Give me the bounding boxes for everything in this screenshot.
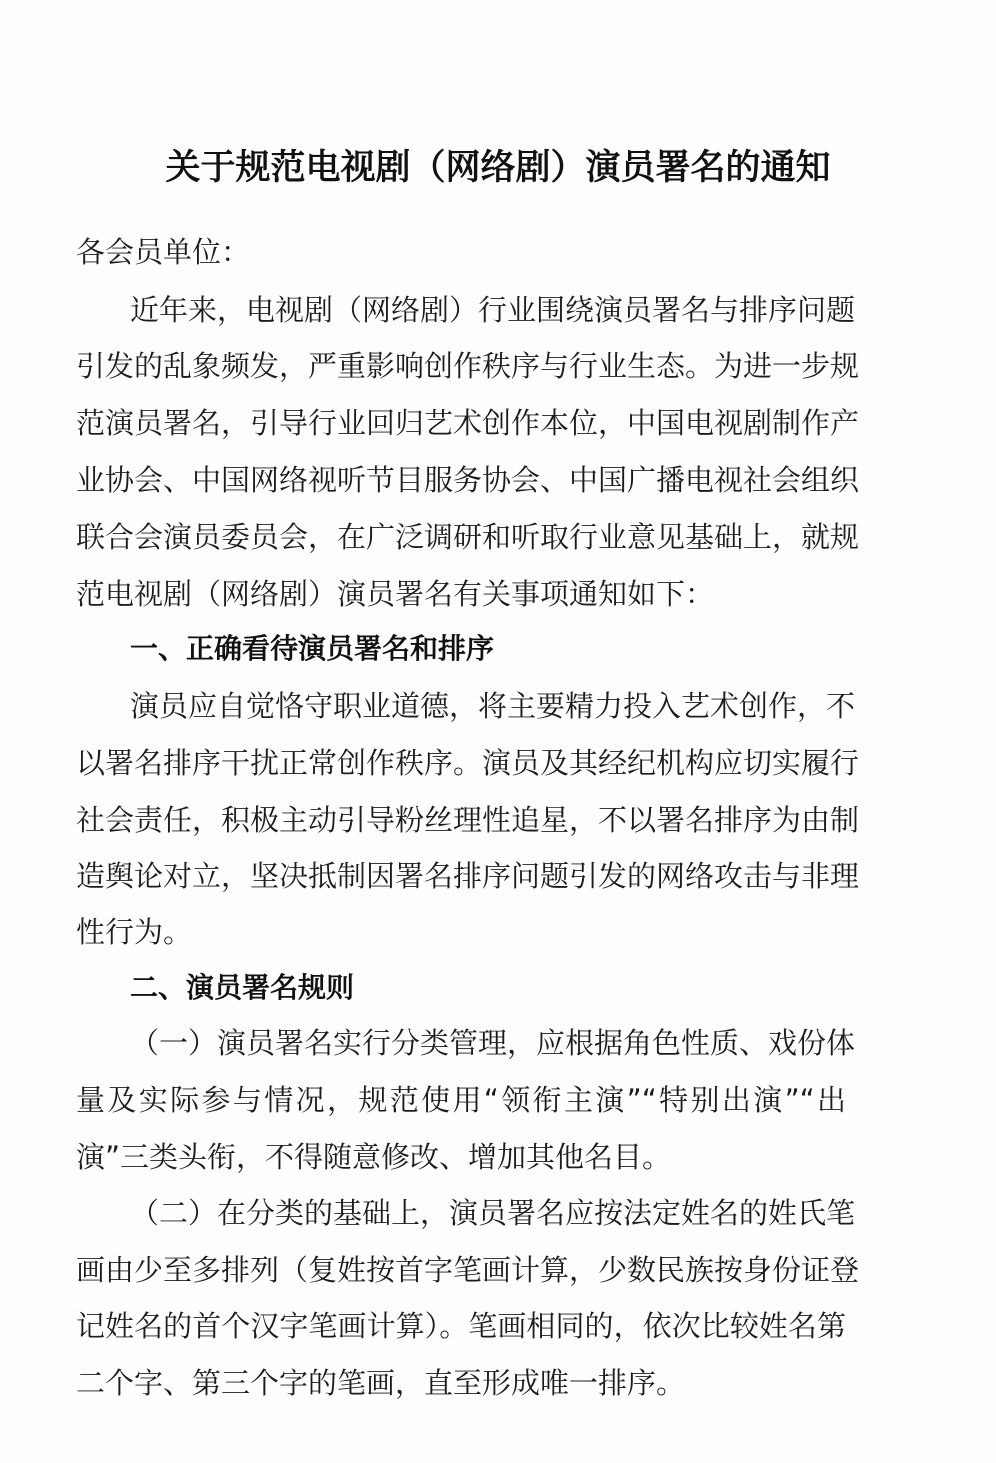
intro-line: 范电视剧（网络剧）演员署名有关事项通知如下：	[76, 577, 715, 611]
document-title: 关于规范电视剧（网络剧）演员署名的通知	[165, 147, 831, 188]
intro-line: 范演员署名，引导行业回归艺术创作本位，中国电视剧制作产	[76, 406, 860, 440]
intro-line: 近年来，电视剧（网络剧）行业围绕演员署名与排序问题	[130, 293, 856, 327]
section2-item1-line: （一）演员署名实行分类管理，应根据角色性质、戏份体	[130, 1026, 856, 1060]
section1-line: 造舆论对立，坚决抵制因署名排序问题引发的网络攻击与非理	[76, 859, 860, 893]
section2-item2-line: 画由少至多排列（复姓按首字笔画计算，少数民族按身份证登	[76, 1253, 860, 1287]
section-heading-2: 二、演员署名规则	[130, 971, 355, 1004]
section2-item1-line: 量及实际参与情况，规范使用“领衔主演”“特别出演”“出	[76, 1083, 846, 1117]
section1-line: 性行为。	[76, 915, 193, 949]
section2-item2-line: 记姓名的首个汉字笔画计算）。笔画相同的，依次比较姓名第	[76, 1309, 846, 1343]
section2-item2-line: （二）在分类的基础上，演员署名应按法定姓名的姓氏笔	[130, 1196, 856, 1230]
intro-line: 引发的乱象频发，严重影响创作秩序与行业生态。为进一步规	[76, 349, 860, 383]
salutation: 各会员单位：	[76, 235, 251, 269]
intro-line: 业协会、中国网络视听节目服务协会、中国广播电视社会组织	[76, 463, 860, 497]
section1-line: 以署名排序干扰正常创作秩序。演员及其经纪机构应切实履行	[76, 746, 860, 780]
section1-line: 演员应自觉恪守职业道德，将主要精力投入艺术创作，不	[130, 689, 856, 723]
section2-item1-line: 演”三类头衔，不得随意修改、增加其他名目。	[76, 1140, 672, 1174]
intro-line: 联合会演员委员会，在广泛调研和听取行业意见基础上，就规	[76, 520, 860, 554]
section-heading-1: 一、正确看待演员署名和排序	[130, 632, 495, 665]
section1-line: 社会责任，积极主动引导粉丝理性追星，不以署名排序为由制	[76, 803, 860, 837]
section2-item2-line: 二个字、第三个字的笔画，直至形成唯一排序。	[76, 1366, 686, 1400]
